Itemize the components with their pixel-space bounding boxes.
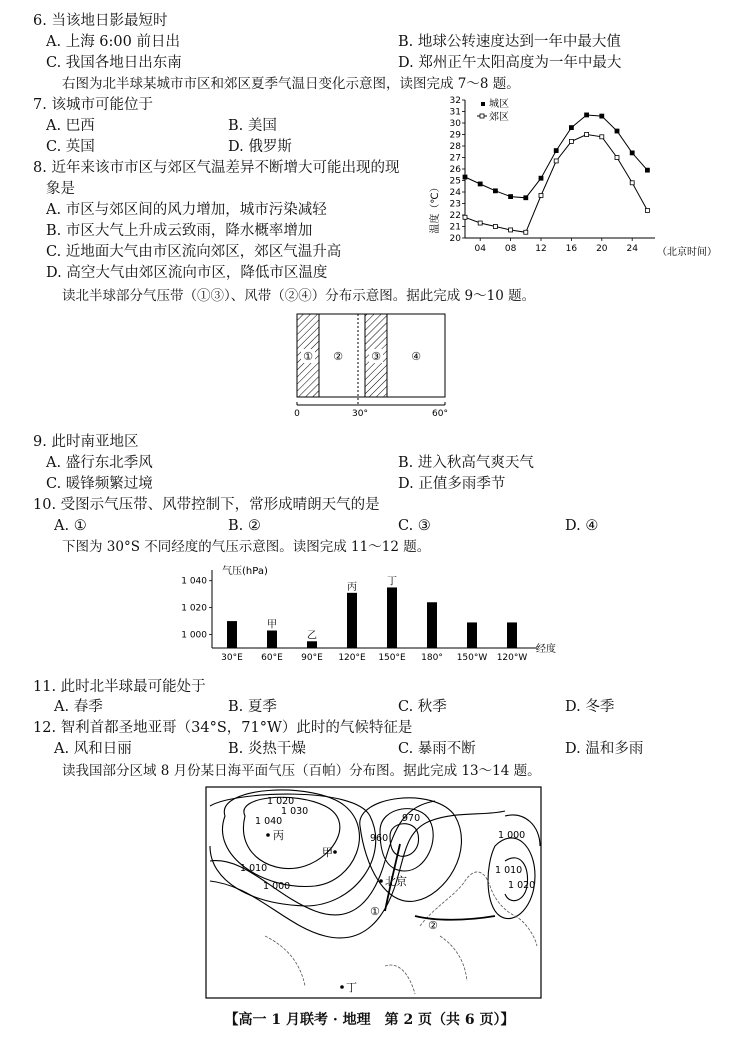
suburb-point: [630, 181, 634, 185]
temp-y-tick-label: 31: [449, 107, 461, 118]
bar-x-tick-label: 150°W: [456, 653, 488, 663]
bar-x-tick-label: 150°E: [378, 653, 406, 663]
temp-chart-series: [463, 113, 649, 234]
temp-y-tick-label: 28: [449, 142, 461, 152]
city-point: [509, 195, 513, 199]
suburb-point: [463, 215, 467, 219]
ding-dot: [340, 985, 344, 989]
temp-y-tick-label: 22: [449, 211, 461, 221]
suburb-point: [554, 159, 558, 163]
pressure-bar: [267, 631, 277, 648]
intro-11-12: 下图为 30°S 不同经度的气压示意图。读图完成 11～12 题。: [62, 539, 431, 555]
temp-chart-ylabel: 温度（℃）: [430, 182, 441, 234]
pressure-bar: [347, 593, 357, 648]
temp-y-tick-label: 23: [449, 199, 461, 210]
bar-y-tick-label: 1 000: [181, 630, 207, 641]
temp-x-tick-label: 16: [565, 244, 578, 254]
q10-option-d: D. ④: [565, 518, 599, 534]
temp-y-tick-label: 20: [449, 234, 461, 244]
bar-chart-xlabel: 经度: [536, 644, 556, 655]
isobar-label-1040: 1 040: [255, 816, 283, 827]
temp-x-tick-label: 12: [535, 244, 547, 254]
isobar-map: [205, 786, 543, 1000]
temp-x-tick-label: 04: [474, 244, 486, 254]
q8-stem-line1: 8. 近年来该市市区与郊区气温差异不断增大可能出现的现: [33, 160, 400, 176]
city-point: [478, 182, 482, 186]
city-point: [463, 175, 467, 179]
q8-option-b: B. 市区大气上升成云致雨，降水概率增加: [46, 223, 313, 239]
intro-9-10: 读北半球部分气压带（①③）、风带（②④）分布示意图。据此完成 9～10 题。: [62, 288, 536, 304]
q8-option-d: D. 高空大气由郊区流向市区，降低市区温度: [46, 265, 328, 281]
temp-y-tick-label: 30: [449, 119, 461, 129]
series-city-line: [465, 115, 647, 198]
q11-option-a: A. 春季: [54, 699, 103, 715]
q9-option-b: B. 进入秋高气爽天气: [398, 455, 534, 471]
bar-chart-bars: [227, 575, 517, 648]
q6-option-a: A. 上海 6:00 前日出: [46, 34, 180, 50]
q7-option-c: C. 英国: [46, 139, 95, 155]
temp-y-tick-label: 25: [449, 176, 461, 187]
q11-option-c: C. 秋季: [398, 699, 447, 715]
pressure-bar: [467, 622, 477, 648]
q9-option-a: A. 盛行东北季风: [46, 455, 153, 471]
isobar-label-1000: 1 000: [263, 881, 291, 892]
legend-city-label: 城区: [489, 99, 509, 110]
temp-y-tick-label: 32: [449, 96, 461, 106]
bar-chart-axes: [181, 570, 537, 663]
q9-option-d: D. 正值多雨季节: [398, 476, 506, 492]
q7-stem: 7. 该城市可能位于: [33, 97, 153, 113]
belt-label-2: ②: [333, 350, 343, 363]
city-point: [630, 151, 634, 155]
q8-option-c: C. 近地面大气由市区流向郊区，郊区气温升高: [46, 244, 342, 260]
bar-x-tick-label: 180°: [421, 653, 443, 663]
q6-stem: 6. 当该地日影最短时: [33, 13, 168, 29]
q12-option-b: B. 炎热干燥: [228, 741, 306, 757]
belt-label-3: ③: [371, 350, 381, 363]
suburb-point: [585, 133, 589, 137]
legend-suburb-marker: [480, 114, 484, 118]
q12-option-d: D. 温和多雨: [565, 741, 644, 757]
isobar-label-1010-east: 1 010: [495, 865, 523, 876]
place-beijing: 北京: [385, 875, 407, 888]
belt-label-1: ①: [303, 350, 313, 363]
axis-label-60: 60°: [432, 409, 448, 418]
bar-point-label: 丙: [347, 581, 357, 593]
isobar-label-970: 970: [402, 813, 421, 824]
isobar-label-1020: 1 020: [267, 796, 295, 807]
q8-stem-line2: 象是: [46, 181, 75, 197]
axis-label-0: 0: [294, 409, 300, 418]
q12-option-c: C. 暴雨不断: [398, 741, 476, 757]
pressure-bar-chart: [172, 560, 567, 672]
jia-dot: [333, 850, 337, 854]
bar-point-label: 丁: [387, 576, 397, 588]
map-marker-1: ①: [370, 905, 380, 918]
bar-point-label: 甲: [267, 619, 277, 631]
isobar-label-1020-east: 1 020: [508, 880, 536, 891]
q6-option-b: B. 地球公转速度达到一年中最大值: [398, 34, 621, 50]
temp-y-tick-label: 26: [449, 165, 461, 175]
belt-label-4: ④: [411, 350, 421, 363]
pressure-belt-diagram: [288, 308, 458, 418]
q10-option-b: B. ②: [228, 518, 261, 534]
axis-label-30: 30°: [352, 409, 368, 418]
bar-x-tick-label: 60°E: [261, 653, 283, 663]
legend-city-marker: [481, 102, 485, 106]
isobar-label-1000-east: 1 000: [498, 830, 526, 841]
suburb-point: [615, 156, 619, 160]
isobar-label-960: 960: [370, 833, 389, 844]
q8-option-a: A. 市区与郊区间的风力增加，城市污染减轻: [46, 202, 327, 218]
place-ding: 丁: [346, 981, 357, 994]
city-point: [539, 176, 543, 180]
map-marker-2: ②: [428, 919, 438, 932]
city-point: [493, 189, 497, 193]
temp-x-tick-label: 20: [596, 244, 608, 254]
suburb-point: [524, 230, 528, 234]
q12-stem: 12. 智利首都圣地亚哥（34°S，71°W）此时的气候特征是: [33, 720, 413, 736]
temp-y-tick-label: 24: [449, 188, 461, 198]
suburb-point: [539, 193, 543, 197]
intro-7-8: 右图为北半球某城市市区和郊区夏季气温日变化示意图，读图完成 7～8 题。: [62, 76, 520, 92]
pressure-bar: [507, 622, 517, 648]
city-point: [600, 114, 604, 118]
temp-chart-xlabel: （北京时间）: [657, 247, 717, 258]
city-point: [524, 196, 528, 200]
q6-option-d: D. 郑州正午太阳高度为一年中最大: [398, 55, 622, 71]
bar-x-tick-label: 120°W: [496, 653, 528, 663]
q9-option-c: C. 暖锋频繁过境: [46, 476, 153, 492]
beijing-dot: [379, 879, 383, 883]
q6-option-c: C. 我国各地日出东南: [46, 55, 182, 71]
temp-x-tick-label: 08: [504, 244, 517, 254]
q11-stem: 11. 此时北半球最可能处于: [33, 679, 206, 695]
city-point: [554, 149, 558, 153]
temp-chart-legend: [477, 97, 509, 123]
q11-option-d: D. 冬季: [565, 699, 615, 715]
bar-x-tick-label: 120°E: [338, 653, 366, 663]
bar-point-label: 乙: [307, 630, 317, 642]
bing-dot: [266, 833, 270, 837]
q10-option-a: A. ①: [54, 518, 87, 534]
page-footer: 【高一 1 月联考 · 地理 第 2 页（共 6 页）】: [224, 1012, 515, 1028]
suburb-point: [645, 208, 649, 212]
temperature-line-chart: [425, 92, 725, 264]
place-jia: 甲: [322, 846, 333, 859]
pressure-bar: [307, 641, 317, 648]
city-point: [645, 168, 649, 172]
q7-option-b: B. 美国: [228, 118, 277, 134]
city-point: [569, 126, 573, 130]
bar-x-tick-label: 90°E: [301, 653, 323, 663]
pressure-bar: [227, 621, 237, 648]
q7-option-a: A. 巴西: [46, 118, 95, 134]
isobar-label-1030: 1 030: [281, 806, 309, 817]
q10-option-c: C. ③: [398, 518, 431, 534]
temp-x-tick-label: 24: [626, 244, 638, 254]
q12-option-a: A. 风和日丽: [54, 741, 132, 757]
q11-option-b: B. 夏季: [228, 699, 277, 715]
intro-13-14: 读我国部分区域 8 月份某日海平面气压（百帕）分布图。据此完成 13～14 题。: [62, 763, 541, 779]
suburb-point: [493, 225, 497, 229]
suburb-point: [509, 228, 513, 232]
temp-y-tick-label: 29: [449, 130, 461, 141]
place-bing: 丙: [273, 829, 284, 842]
bar-x-tick-label: 30°E: [221, 653, 243, 663]
temp-y-tick-label: 27: [449, 153, 461, 164]
suburb-point: [478, 221, 482, 225]
suburb-point: [600, 135, 604, 139]
city-point: [615, 129, 619, 133]
bar-chart-ylabel: 气压(hPa): [222, 566, 268, 577]
bar-y-tick-label: 1 040: [181, 576, 207, 587]
suburb-point: [569, 139, 573, 143]
pressure-bar: [387, 587, 397, 648]
isobar-label-1010: 1 010: [240, 863, 268, 874]
temp-chart-axes: [450, 96, 655, 254]
q9-stem: 9. 此时南亚地区: [33, 434, 139, 450]
pressure-bar: [427, 602, 437, 648]
city-point: [585, 113, 589, 117]
q10-stem: 10. 受图示气压带、风带控制下，常形成晴朗天气的是: [33, 497, 380, 513]
legend-suburb-label: 郊区: [489, 112, 509, 123]
temp-y-tick-label: 21: [449, 222, 461, 233]
q7-option-d: D. 俄罗斯: [228, 139, 292, 155]
bar-y-tick-label: 1 020: [181, 603, 207, 614]
